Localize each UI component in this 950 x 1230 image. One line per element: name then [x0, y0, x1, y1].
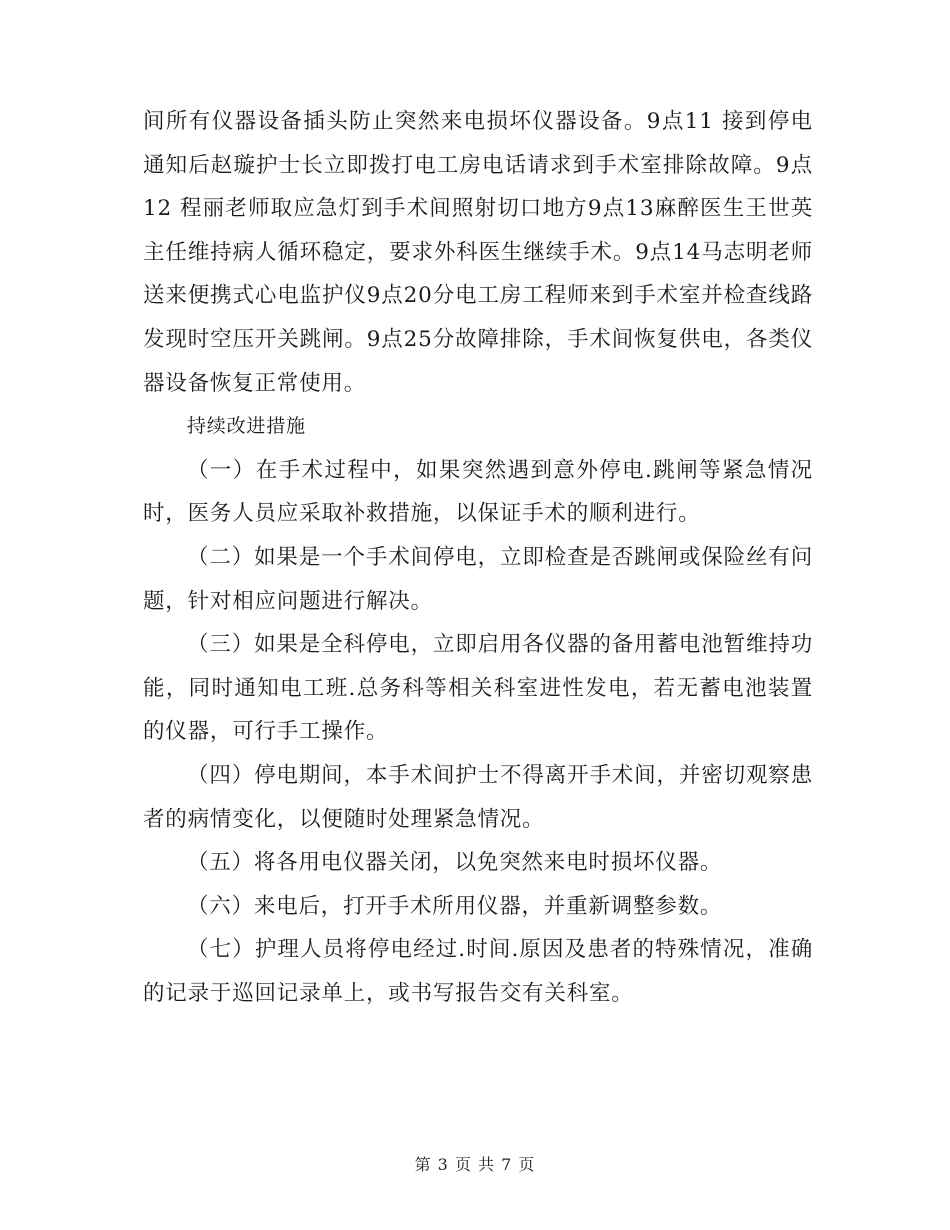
section-heading: 持续改进措施: [187, 415, 306, 438]
measure-item-1: （一）在手术过程中，如果突然遇到意外停电.跳闸等紧急情况时，医务人员应采取补救措施，以保证手术的顺利进行。: [143, 457, 813, 527]
measure-item-6: （六）来电后，打开手术所用仪器，并重新调整参数。: [187, 893, 723, 919]
page-footer: 第 3 页 共 7 页: [414, 1155, 536, 1174]
document-body: [143, 100, 813, 1015]
measure-item-2: （二）如果是一个手术间停电，立即检查是否跳闸或保险丝有问题，针对相应问题进行解决。: [143, 544, 813, 614]
measure-item-7: （七）护理人员将停电经过.时间.原因及患者的特殊情况，准确的记录于巡回记录单上，或书写报告交有关科室。: [143, 937, 813, 1006]
measure-item-4: （四）停电期间，本手术间护士不得离开手术间，并密切观察患者的病情变化，以便随时处理紧急情况。: [143, 762, 813, 832]
body-paragraph: 间所有仪器设备插头防止突然来电损坏仪器设备。9点11 接到停电通知后赵璇护士长立即拨打电工房电话请求到手术室排除故障。9点12 程丽老师取应急灯到手术间照射切口地方9点13麻醉医生王世英主任维持病人循环稳定，要求外科医生继续手术。9点14马志明老师送来便携式心电监护仪9点20分电工房工程师来到手术室并检查线路发现时空压开关跳闸。9点25分故障排除，手术间恢复供电，各类仪器设备恢复正常使用。: [143, 109, 813, 396]
measure-item-5: （五）将各用电仪器关闭，以免突然来电时损坏仪器。: [187, 850, 723, 876]
measure-item-3: （三）如果是全科停电，立即启用各仪器的备用蓄电池暂维持功能，同时通知电工班.总务科等相关科室进性发电，若无蓄电池装置的仪器，可行手工操作。: [143, 632, 813, 745]
